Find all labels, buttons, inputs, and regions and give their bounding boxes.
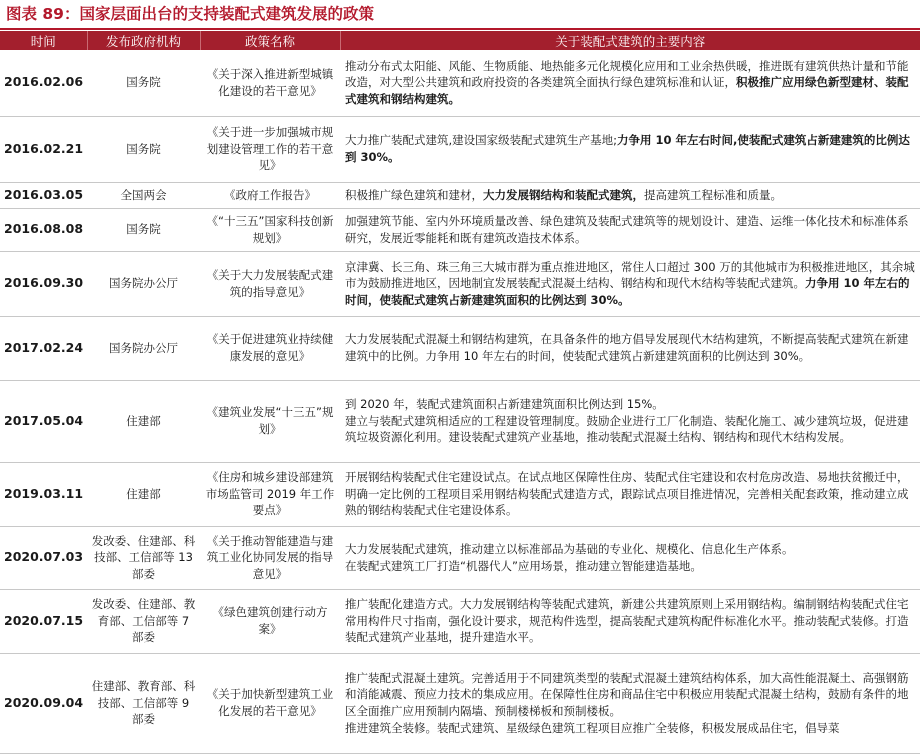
table-row — [0, 251, 920, 316]
row-date: 2020.07.03 — [0, 526, 87, 589]
policy-table — [0, 31, 920, 754]
row-date: 2016.02.06 — [0, 50, 87, 116]
content-text: 推广装配式混凝土建筑。完善适用于不同建筑类型的装配式混凝土建筑结构体系，加大高性能混凝土、高强钢筋和消能减震、预应力技术的集成应用。在保障性住房和商品住宅中积极应用装配式混凝土结构，鼓励有条件的地区全面推广应用预制内隔墙、预制楼梯板和预制楼板。 — [345, 670, 909, 718]
header-time: 时间 — [0, 31, 87, 50]
row-content — [340, 316, 920, 380]
row-policy: 《关于推动智能建造与建筑工业化协同发展的指导意见》 — [200, 526, 340, 589]
table-row — [0, 526, 920, 589]
row-agency: 住建部 — [87, 462, 200, 526]
row-content — [340, 116, 920, 182]
row-agency: 全国两会 — [87, 182, 200, 208]
row-agency: 国务院办公厅 — [87, 316, 200, 380]
content-text: 京津冀、长三角、珠三角三大城市群为重点推进地区，常住人口超过 300 万的其他城市为积极推进地区，其余城市为鼓励推进地区，因地制宜发展装配式混凝土结构、钢结构和现代木结构等装配式建筑。 — [345, 259, 915, 291]
row-policy: 《关于进一步加强城市规划建设管理工作的若干意见》 — [200, 116, 340, 182]
content-text: 在装配式建筑工厂打造“机器代人”应用场景，推动建立智能建造基地。 — [345, 558, 702, 573]
row-policy: 《政府工作报告》 — [200, 182, 340, 208]
header-agency: 发布政府机构 — [87, 31, 200, 50]
content-text: 推进建筑全装修。装配式建筑、星级绿色建筑工程项目应推广全装修，积极发展成品住宅，倡导菜 — [345, 720, 840, 735]
table-row — [0, 589, 920, 653]
row-content — [340, 526, 920, 589]
row-date: 2016.02.21 — [0, 116, 87, 182]
table-row — [0, 316, 920, 380]
row-agency: 住建部 — [87, 380, 200, 462]
content-text: 大力推广装配式建筑,建设国家级装配式建筑生产基地; — [345, 133, 618, 148]
content-text: 到 2020 年，装配式建筑面积占新建建筑面积比例达到 15%。 — [345, 397, 664, 412]
row-content — [340, 50, 920, 116]
header-content: 关于装配式建筑的主要内容 — [340, 31, 920, 50]
table-row — [0, 208, 920, 251]
content-text: 推动分布式太阳能、风能、生物质能、地热能多元化规模化应用和工业余热供暖，推进既有建筑供热计量和节能改造，对大型公共建筑和政府投资的各类建筑全面执行绿色建筑标准和认证， — [345, 58, 909, 90]
row-policy: 《绿色建筑创建行动方案》 — [200, 589, 340, 653]
row-policy: 《住房和城乡建设部建筑市场监管司 2019 年工作要点》 — [200, 462, 340, 526]
row-date: 2016.09.30 — [0, 251, 87, 316]
row-date: 2017.05.04 — [0, 380, 87, 462]
table-row — [0, 182, 920, 208]
content-text: 大力发展装配式建筑，推动建立以标准部品为基础的专业化、规模化、信息化生产体系。 — [345, 541, 794, 556]
row-date: 2020.09.04 — [0, 653, 87, 753]
table-row — [0, 653, 920, 753]
row-agency: 国务院 — [87, 50, 200, 116]
row-content — [340, 208, 920, 251]
row-agency: 国务院 — [87, 208, 200, 251]
content-emphasis: 力争用 10 年左右的时间，使装配式建筑占新建建筑面积的比例达到 30%。 — [345, 276, 910, 307]
row-policy: 《关于加快新型建筑工业化发展的若干意见》 — [200, 653, 340, 753]
row-content — [340, 589, 920, 653]
table-row — [0, 50, 920, 116]
row-policy: 《关于深入推进新型城镇化建设的若干意见》 — [200, 50, 340, 116]
row-content — [340, 182, 920, 208]
content-emphasis: 力争用 10 年左右时间,使装配式建筑占新建建筑的比例达到 30%。 — [345, 133, 910, 164]
row-content — [340, 653, 920, 753]
row-content — [340, 251, 920, 316]
row-date: 2016.03.05 — [0, 182, 87, 208]
content-text: 提高建筑工程标准和质量。 — [644, 187, 782, 202]
table-row — [0, 116, 920, 182]
row-content — [340, 380, 920, 462]
row-policy: 《“十三五”国家科技创新规划》 — [200, 208, 340, 251]
content-text: 推广装配化建造方式。大力发展钢结构等装配式建筑，新建公共建筑原则上采用钢结构。编制钢结构装配式住宅常用构件尺寸指南，强化设计要求，规范构件选型，提高装配式建筑构配件标准化水平。推动装配式装修。打造装配式建筑产业基地，提升建造水平。 — [345, 597, 909, 645]
row-agency: 国务院办公厅 — [87, 251, 200, 316]
figure-title: 图表 89：国家层面出台的支持装配式建筑发展的政策 — [6, 5, 374, 23]
content-text: 开展钢结构装配式住宅建设试点。在试点地区保障性住房、装配式住宅建设和农村危房改造、易地扶贫搬迁中，明确一定比例的工程项目采用钢结构装配式建造方式，跟踪试点项目推进情况，完善相关配套政策，推动建立成熟的钢结构装配式住宅建设体系。 — [345, 470, 909, 518]
table-row — [0, 380, 920, 462]
row-agency: 国务院 — [87, 116, 200, 182]
row-policy: 《建筑业发展“十三五”规划》 — [200, 380, 340, 462]
row-agency: 发改委、住建部、教育部、工信部等 7 部委 — [87, 589, 200, 653]
content-emphasis: 大力发展钢结构和装配式建筑， — [483, 187, 644, 202]
row-content — [340, 462, 920, 526]
title-rule — [0, 28, 920, 30]
header-row — [0, 31, 920, 50]
row-agency: 住建部、教育部、科技部、工信部等 9 部委 — [87, 653, 200, 753]
content-text: 加强建筑节能、室内外环境质量改善、绿色建筑及装配式建筑等的规划设计、建造、运维一体化技术和标准体系研究，发展近零能耗和既有建筑改造技术体系。 — [345, 213, 909, 245]
row-date: 2019.03.11 — [0, 462, 87, 526]
content-text: 积极推广绿色建筑和建材， — [345, 187, 483, 202]
header-policy: 政策名称 — [200, 31, 340, 50]
table-row — [0, 462, 920, 526]
row-date: 2017.02.24 — [0, 316, 87, 380]
content-text: 建立与装配式建筑相适应的工程建设管理制度。鼓励企业进行工厂化制造、装配化施工、减少建筑垃圾，促进建筑垃圾资源化利用。建设装配式建筑产业基地，推动装配式混凝土结构、钢结构和现代木结构发展。 — [345, 413, 909, 445]
content-emphasis: 积极推广应用绿色新型建材、装配式建筑和钢结构建筑。 — [345, 75, 909, 107]
row-policy: 《关于大力发展装配式建筑的指导意见》 — [200, 251, 340, 316]
row-date: 2020.07.15 — [0, 589, 87, 653]
row-agency: 发改委、住建部、科技部、工信部等 13 部委 — [87, 526, 200, 589]
content-text: 大力发展装配式混凝土和钢结构建筑，在具备条件的地方倡导发展现代木结构建筑，不断提高装配式建筑在新建建筑中的比例。力争用 10 年左右的时间，使装配式建筑占新建建筑面积的比例达到 30%。 — [345, 332, 909, 363]
row-policy: 《关于促进建筑业持续健康发展的意见》 — [200, 316, 340, 380]
row-date: 2016.08.08 — [0, 208, 87, 251]
